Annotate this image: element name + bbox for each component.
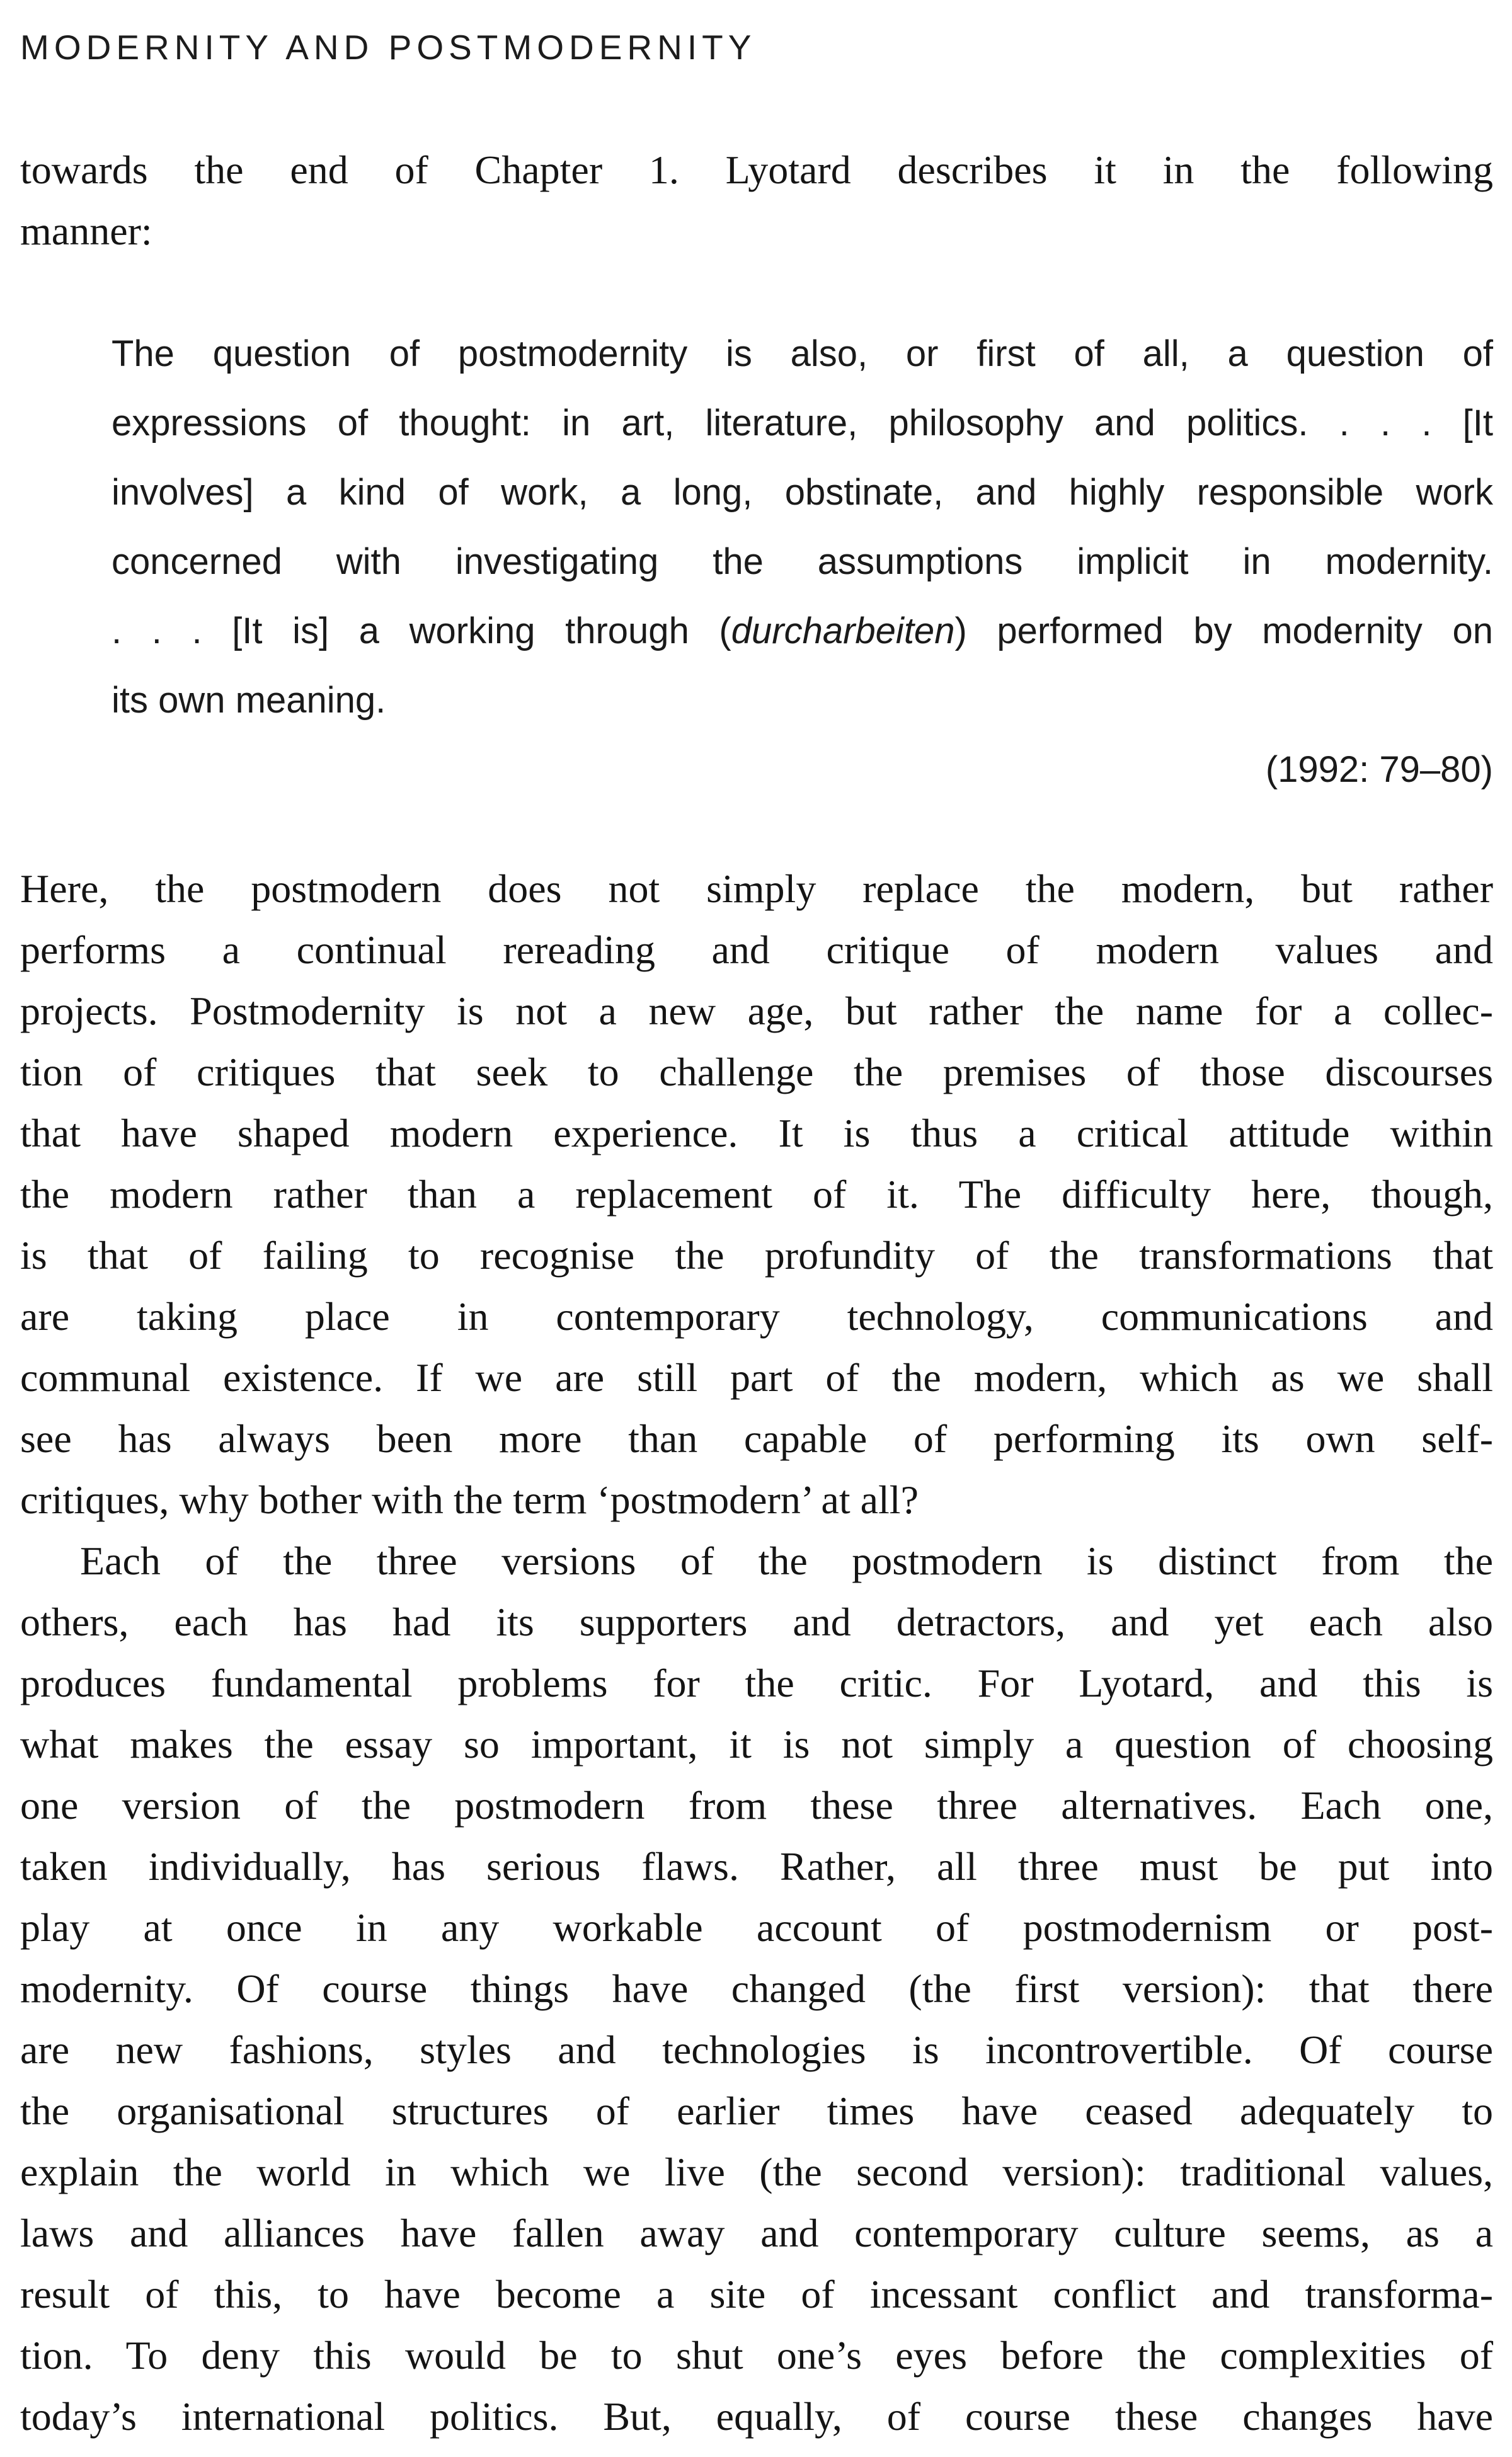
text-line: projects. Postmodernity is not a new age, but rather the name for a collec- xyxy=(20,988,1493,1033)
text-line: are new fashions, styles and technologies is incontrovertible. Of course xyxy=(20,2027,1493,2072)
text-line: (1992: 79–80) xyxy=(1265,749,1493,790)
italic-text: durcharbeiten xyxy=(731,610,955,651)
body-paragraph-2 xyxy=(20,1530,1493,2447)
text-line: produces fundamental problems for the critic. For Lyotard, and this is xyxy=(20,1661,1493,1705)
text-line: what makes the essay so important, it is not simply a question of choosing xyxy=(20,1722,1493,1767)
text-line: the modern rather than a replacement of it. The difficulty here, though, xyxy=(20,1172,1493,1217)
text-line: are taking place in contemporary technology, communications and xyxy=(20,1294,1493,1339)
text-line: the organisational structures of earlier times have ceased adequately to xyxy=(20,2088,1493,2133)
text-line: tion of critiques that seek to challenge the premises of those discourses xyxy=(20,1050,1493,1094)
text-line: involves] a kind of work, a long, obstinate, and highly responsible work xyxy=(112,472,1493,513)
text-line: towards the end of Chapter 1. Lyotard describes it in the following xyxy=(20,147,1493,192)
text-line: expressions of thought: in art, literature, philosophy and politics. . . . [It xyxy=(112,403,1493,444)
intro-paragraph xyxy=(20,139,1493,261)
text-line: laws and alliances have fallen away and contemporary culture seems, as a xyxy=(20,2211,1493,2255)
text-line xyxy=(112,597,1493,666)
text-line: that have shaped modern experience. It is thus a critical attitude within xyxy=(20,1111,1493,1155)
running-head: MODERNITY AND POSTMODERNITY xyxy=(20,28,757,67)
text-line: The question of postmodernity is also, or first of all, a question of xyxy=(112,333,1493,374)
text-line: tion. To deny this would be to shut one’s eyes before the complexities of xyxy=(20,2333,1493,2378)
text-line: today’s international politics. But, equally, of course these changes have xyxy=(20,2394,1493,2439)
text-line: taken individually, has serious flaws. Rather, all three must be put into xyxy=(20,1844,1493,1889)
quote-citation xyxy=(20,735,1493,805)
text-line: concerned with investigating the assumptions implicit in modernity. xyxy=(112,541,1493,582)
text-line: critiques, why bother with the term ‘postmodern’ at all? xyxy=(20,1477,919,1522)
text-body xyxy=(20,139,1493,2447)
text-line: communal existence. If we are still part of the modern, which as we shall xyxy=(20,1355,1493,1400)
block-quote xyxy=(112,319,1493,735)
text-line: see has always been more than capable of performing its own self- xyxy=(20,1416,1493,1461)
text-line: others, each has had its supporters and detractors, and yet each also xyxy=(20,1600,1493,1644)
text-segment: . . . [It is] a working through ( xyxy=(112,610,731,651)
text-line: explain the world in which we live (the second version): traditional values, xyxy=(20,2150,1493,2194)
text-line: one version of the postmodern from these three alternatives. Each one, xyxy=(20,1783,1493,1828)
text-line: Each of the three versions of the postmodern is distinct from the xyxy=(80,1538,1493,1583)
text-line: performs a continual rereading and critique of modern values and xyxy=(20,927,1493,972)
text-line: manner: xyxy=(20,209,152,253)
text-segment: ) performed by modernity on xyxy=(954,610,1493,651)
text-line: result of this, to have become a site of incessant conflict and transforma- xyxy=(20,2272,1493,2317)
text-line: modernity. Of course things have changed (the first version): that there xyxy=(20,1966,1493,2011)
body-paragraph-1 xyxy=(20,858,1493,1530)
text-line: is that of failing to recognise the profundity of the transformations that xyxy=(20,1233,1493,1278)
text-line: its own meaning. xyxy=(112,680,386,721)
text-line: Here, the postmodern does not simply replace the modern, but rather xyxy=(20,866,1493,911)
text-line: play at once in any workable account of postmodernism or post- xyxy=(20,1905,1493,1950)
